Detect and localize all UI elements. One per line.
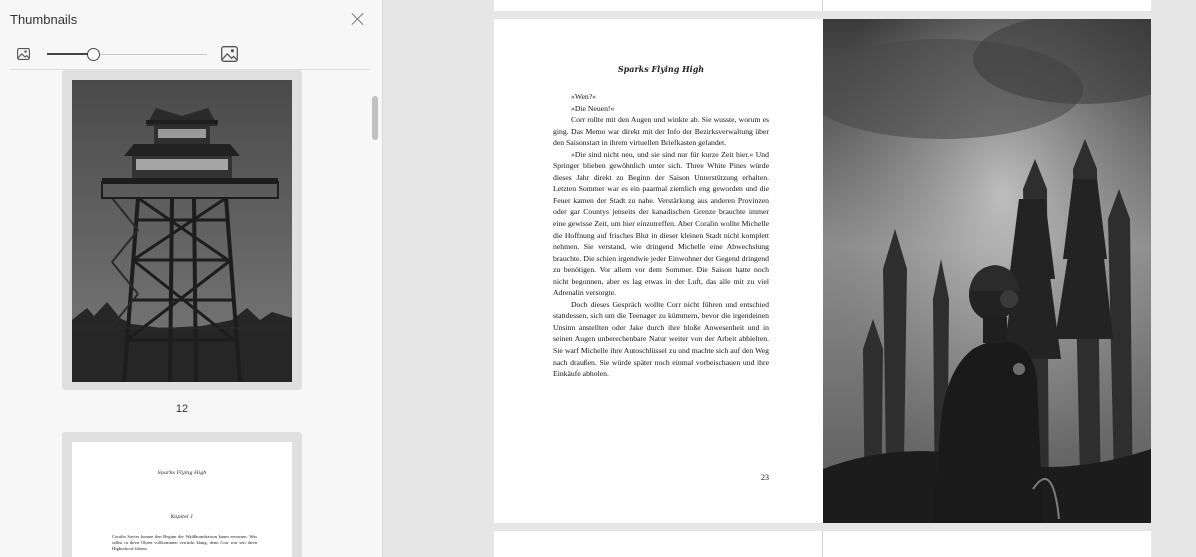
thumbnail-list: [0, 70, 383, 557]
thumbnail-scrollbar[interactable]: [372, 96, 378, 140]
text-page: [494, 19, 823, 523]
page-number: 23: [761, 473, 769, 482]
image-small-icon[interactable]: [17, 48, 30, 60]
thumbnail-zoom-row: [0, 42, 383, 70]
paragraph: »Die Neuen!«: [571, 103, 615, 113]
paragraph: Doch dieses Gespräch wollte Corr nicht führen und entschied stattdessen, sich um die Teenager zu kümmern, bevor die irgendeinen Unsinn anstellten oder Jake durch ihre bloße Anwesenheit und in seinen Augen unberechenbare Natur weiter von der Arbeit abhielten. Sie warf Michelle ihre Autoschlüssel zu und machte sich auf den Weg nach draußen. Sie würde später noch einmal vorbeischauen und ihre Einkäufe abholen.: [553, 299, 769, 379]
thumbnail-page-12[interactable]: [62, 70, 302, 390]
zoom-slider-thumb[interactable]: [87, 48, 100, 61]
previous-spread: [494, 0, 1151, 11]
panel-title: Thumbnails: [10, 12, 78, 27]
zoom-slider-fill: [47, 53, 92, 55]
running-head: Sparks Flying High: [617, 64, 705, 74]
thumbnail-image: [72, 80, 292, 382]
paragraph: »Wen?«: [571, 92, 596, 101]
firefighter-forest-image: [823, 19, 1151, 523]
page-spread: [494, 19, 1151, 523]
paragraph: »Die sind nicht neu, und sie sind nur für kurze Zeit hier.« Und Springer blieben gewöhnlich unter sich. Three White Pines würde dieses Jahr direkt zu Beginn der Saison Unterstützung erhalten. Letzten Sommer war es ein paarmal ziemlich eng geworden und die Feuer kamen der Stadt zu nahe. Verstärkung aus anderen Provinzen oder gar Countys jenseits der kanadischen Grenze brauchte immer eine gewisse Zeit, um hier einzutreffen. Aber Coralin wollte Michelle die Hoffnung auf frisches Blut in dieser kleinen Stadt nicht komplett nehmen. Sie verstand, wie dringend Michelle eine Abwechslung brauchte. Die schien irgendwie jeder Einwohner der Gegend dringend zu benötigen. Vor allem vor dem Sommer. Die Saison hatte noch nicht begonnen, aber es lag etwas in der Luft, das alle mit zu viel Adrenalin versorgte.: [553, 149, 769, 298]
next-spread: [494, 531, 1151, 557]
image-large-icon[interactable]: [221, 46, 238, 62]
paragraph: Corr rollte mit den Augen und winkte ab. Sie wusste, worum es ging. Das Memo war direkt mit der Info der Bezirksverwaltung über den Saisonstart in ihrem virtuellen Briefkasten gelandet.: [553, 115, 769, 148]
thumbnails-panel: [0, 0, 383, 557]
photo-page: [823, 19, 1151, 523]
thumbnail-running-head: Sparks Flying High: [157, 470, 207, 476]
thumbnails-header: [0, 0, 383, 40]
thumbnail-text-page: [72, 442, 292, 557]
document-viewer: [384, 0, 1196, 557]
page-body-text: [553, 91, 769, 380]
thumbnail-page-number: 12: [175, 403, 189, 415]
thumbnail-page-next[interactable]: [62, 432, 302, 557]
thumbnail-body-text: Coralin Savier konnte den Beginn der Waldbrandsaison kaum erwarten. Was selbst in ihren Ohren vollkommen verrückt klang, denn Corr war seit ihren Highschool-Jahren: [112, 534, 257, 551]
close-icon[interactable]: [350, 11, 366, 27]
thumbnail-chapter-title: Kapitel 1: [170, 514, 194, 520]
fire-lookout-tower-image: [72, 80, 292, 382]
